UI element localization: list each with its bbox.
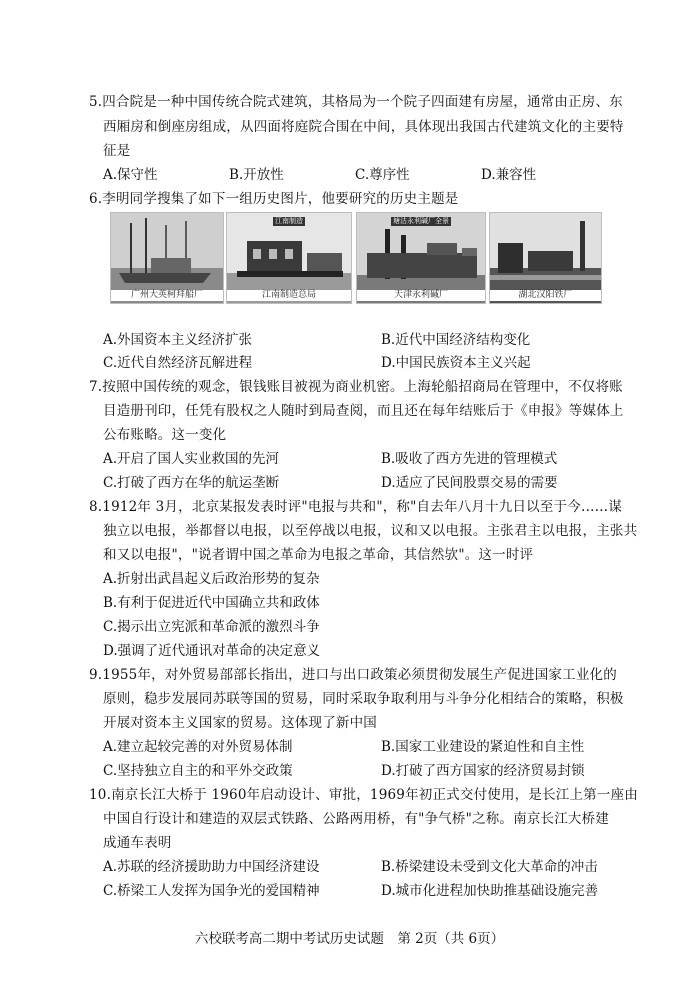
photo-caption: 广州大英柯拜船厂	[111, 290, 223, 301]
question-8-option-c: C.揭示出立宪派和革命派的激烈斗争	[103, 619, 320, 635]
question-9-option-c: C.坚持独立自主的和平外交政策	[103, 763, 293, 779]
photo-jiangnan-arsenal	[226, 212, 352, 304]
photo-caption: 江南制造总局	[227, 290, 351, 301]
question-7-stem-line-1: 7.按照中国传统的观念，银钱账目被视为商业机密。上海轮船招商局在管理中，不仅将账	[89, 379, 623, 395]
question-5-option-a: A.保守性	[103, 167, 158, 183]
question-7-option-c: C.打破了西方在华的航运垄断	[103, 475, 280, 491]
question-8-stem-line-3: 和又以电报"，"说者谓中国之革命为电报之革命，其信然欤"。这一时评	[103, 547, 534, 563]
question-5-stem-line-1: 5.四合院是一种中国传统合院式建筑，其格局为一个院子四面建有房屋，通常由正房、东	[89, 94, 623, 110]
page-footer: 六校联考高二期中考试历史试题 第 2页（共 6页）	[194, 931, 505, 947]
question-7-stem-line-3: 公布账略。这一变化	[103, 427, 227, 443]
question-7-stem-line-2: 目造册刊印，任凭有股权之人随时到局查阅，而且还在每年结账后于《申报》等媒体上	[103, 403, 624, 419]
question-10-stem-line-3: 成通车表明	[103, 835, 172, 851]
question-10-stem-line-1: 10.南京长江大桥于 1960年启动设计、审批，1969年初正式交付使用，是长江上第一座由	[89, 787, 638, 803]
question-5-stem-line-3: 征是	[103, 143, 131, 159]
question-9-stem-line-2: 原则，稳步发展同苏联等国的贸易，同时采取争取利用与斗争分化相结合的策略，积极	[103, 691, 624, 707]
photo-caption: 天津永利碱厂	[357, 290, 485, 301]
question-7-option-a: A.开启了国人实业救国的先河	[103, 451, 280, 467]
question-9-stem-line-3: 开展对资本主义国家的贸易。这体现了新中国	[103, 715, 377, 731]
historical-photo-strip	[110, 212, 602, 304]
question-10-option-c: C.桥梁工人发挥为国争光的爱国精神	[103, 883, 320, 899]
question-5-option-c: C.尊序性	[355, 167, 410, 183]
photo-guangzhou-shipyard	[110, 212, 224, 304]
question-8-stem-line-2: 独立以电报，举都督以电报，以至停战以电报，议和又以电报。主张君主以电报，主张共	[103, 523, 638, 539]
question-5-stem-line-2: 西厢房和倒座房组成，从四面将庭院合围在中间，具体现出我国古代建筑文化的主要特	[103, 119, 624, 135]
question-8-stem-line-1: 8.1912年 3月，北京某报发表时评"电报与共和"，称"自去年八月十九日以至于今……谋	[89, 499, 623, 515]
question-8-option-d: D.强调了近代通讯对革命的决定意义	[103, 643, 321, 659]
question-10-option-d: D.城市化进程加快助推基础设施完善	[381, 883, 599, 899]
photo-hanyang-iron-works	[489, 212, 602, 304]
question-6-option-d: D.中国民族资本主义兴起	[381, 355, 531, 371]
question-6-option-a: A.外国资本主义经济扩张	[103, 332, 253, 348]
question-6-option-c: C.近代自然经济瓦解进程	[103, 355, 253, 371]
question-7-option-d: D.适应了民间股票交易的需要	[381, 475, 558, 491]
question-10-option-b: B.桥梁建设未受到文化大革命的冲击	[381, 859, 598, 875]
question-6-option-b: B.近代中国经济结构变化	[381, 332, 531, 348]
question-9-option-b: B.国家工业建设的紧迫性和自主性	[381, 739, 585, 755]
photo-banner: 江南制造	[275, 217, 303, 225]
question-9-option-d: D.打破了西方国家的经济贸易封锁	[381, 763, 585, 779]
question-8-option-b: B.有利于促进近代中国确立共和政体	[103, 595, 320, 611]
photo-tianjin-alkali-factory	[356, 212, 486, 304]
photo-banner: 塘沽永利碱厂全景	[393, 217, 449, 225]
question-9-stem-line-1: 9.1955年，对外贸易部部长指出，进口与出口政策必须贯彻发展生产促进国家工业化的	[89, 667, 617, 683]
question-10-stem-line-2: 中国自行设计和建造的双层式铁路、公路两用桥，有"争气桥"之称。南京长江大桥建	[103, 811, 610, 827]
question-8-option-a: A.折射出武昌起义后政治形势的复杂	[103, 571, 320, 587]
photo-caption: 湖北汉阳铁厂	[490, 290, 601, 301]
question-10-option-a: A.苏联的经济援助助力中国经济建设	[103, 859, 320, 875]
question-9-option-a: A.建立起较完善的对外贸易体制	[103, 739, 293, 755]
question-5-option-b: B.开放性	[229, 167, 284, 183]
question-5-option-d: D.兼容性	[481, 167, 537, 183]
question-6-stem: 6.李明同学搜集了如下一组历史图片，他要研究的历史主题是	[89, 191, 459, 207]
question-7-option-b: B.吸收了西方先进的管理模式	[381, 451, 558, 467]
